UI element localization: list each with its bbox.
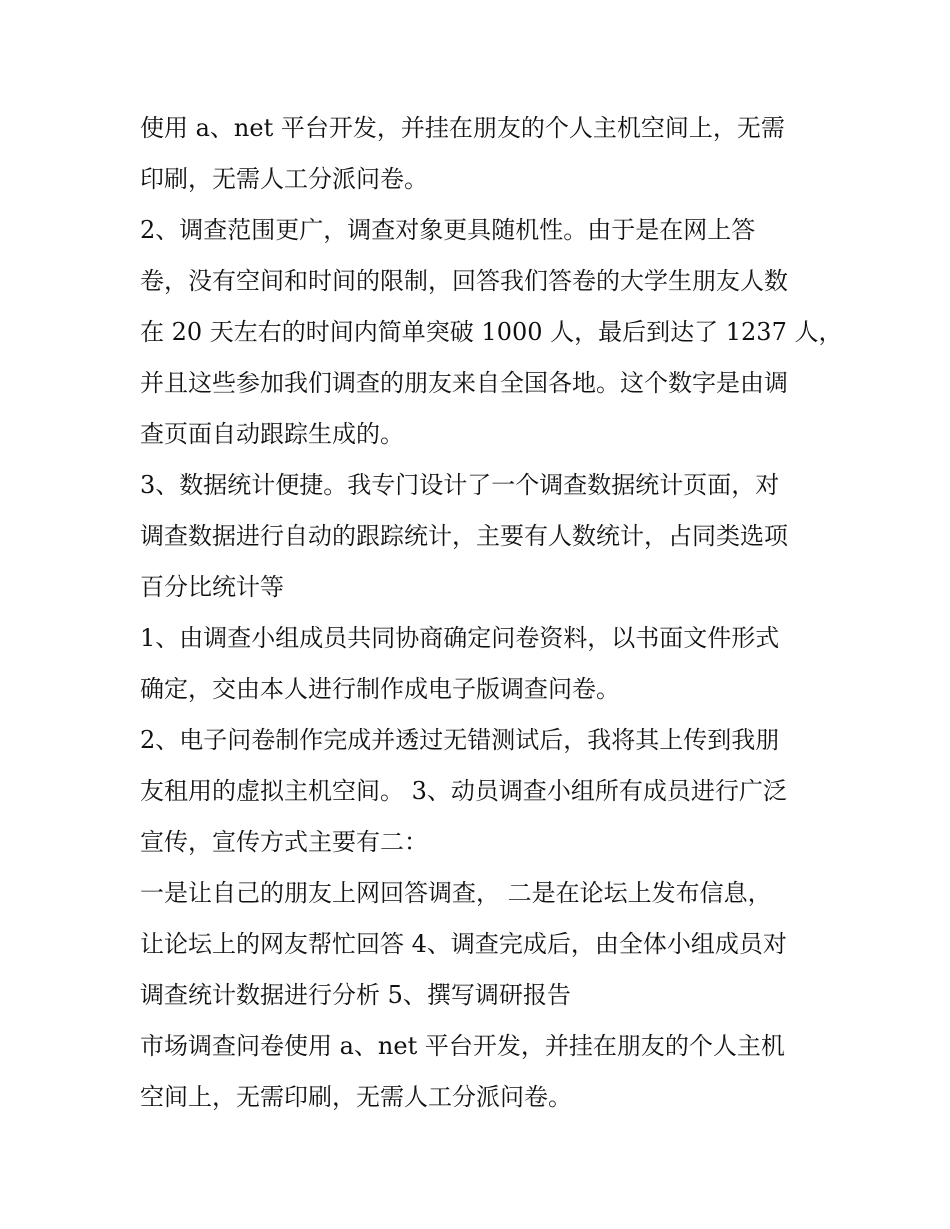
text-line: 空间上，无需印刷，无需人工分派问卷。 <box>140 1083 572 1111</box>
text-line: 卷，没有空间和时间的限制，回答我们答卷的大学生朋友人数 <box>140 267 788 295</box>
text-line: 友租用的虚拟主机空间。 3、动员调查小组所有成员进行广泛 <box>140 777 787 805</box>
text-line: 调查数据进行自动的跟踪统计，主要有人数统计，占同类选项 <box>140 522 788 550</box>
text-line: 让论坛上的网友帮忙回答 4、调查完成后，由全体小组成员对 <box>140 930 787 958</box>
text-line: 市场调查问卷使用 a、net 平台开发，并挂在朋友的个人主机 <box>140 1032 785 1060</box>
text-line: 在 20 天左右的时间内简单突破 1000 人，最后到达了 1237 人， <box>140 318 843 346</box>
text-line: 百分比统计等 <box>140 573 284 601</box>
text-line: 宣传，宣传方式主要有二： <box>140 828 428 856</box>
text-line: 2、电子问卷制作完成并透过无错测试后，我将其上传到我朋 <box>140 726 780 754</box>
text-line: 2、调查范围更广，调查对象更具随机性。由于是在网上答 <box>140 216 756 244</box>
text-line: 并且这些参加我们调查的朋友来自全国各地。这个数字是由调 <box>140 369 788 397</box>
text-line: 1、由调查小组成员共同协商确定问卷资料，以书面文件形式 <box>140 624 780 652</box>
text-line: 使用 a、net 平台开发，并挂在朋友的个人主机空间上，无需 <box>140 114 785 142</box>
text-line: 印刷，无需人工分派问卷。 <box>140 165 428 193</box>
text-line: 调查统计数据进行分析 5、撰写调研报告 <box>140 981 571 1009</box>
text-line: 3、数据统计便捷。我专门设计了一个调查数据统计页面，对 <box>140 471 780 499</box>
document-body <box>140 103 843 1123</box>
text-line: 查页面自动跟踪生成的。 <box>140 420 404 448</box>
text-line: 一是让自己的朋友上网回答调查， 二是在论坛上发布信息， <box>140 879 772 907</box>
text-line: 确定，交由本人进行制作成电子版调查问卷。 <box>140 675 620 703</box>
